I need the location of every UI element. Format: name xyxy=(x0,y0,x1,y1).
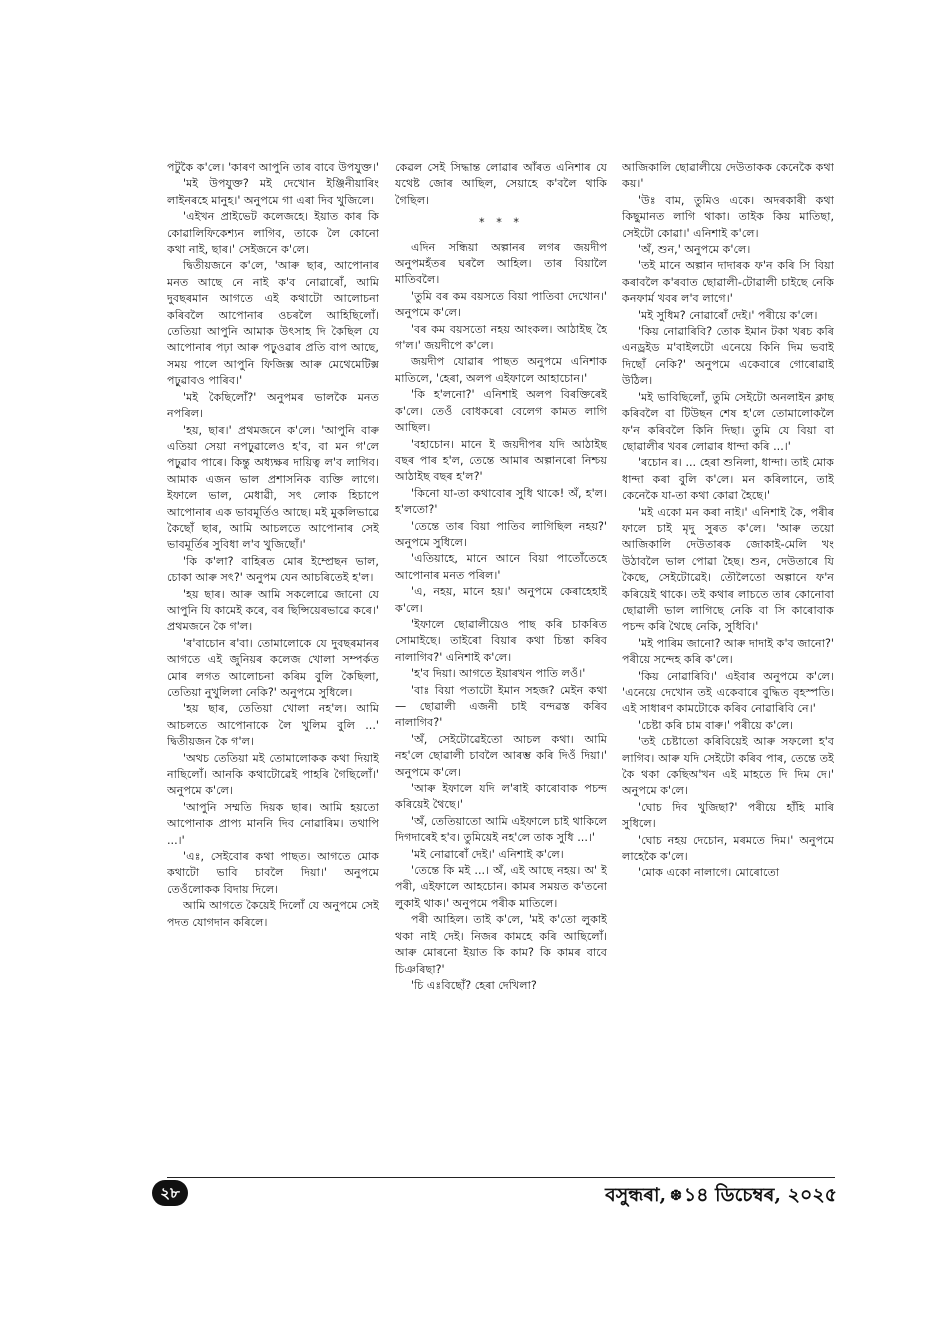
paragraph: 'মই পাৰিম জানো? আৰু দাদাই ক'ব জানো?' পৰীয়ে সন্দেহ কৰি ক'লে। xyxy=(622,636,834,667)
paragraph: 'মই ভাবিছিলোঁ, তুমি সেইটো অনলাইন ক্লাছ কৰিবলৈ বা টিউছন শেষ হ'লে তোমালোকলৈ ফ'ন কৰিবলৈ কিনি দিছা। তুমি যে বিয়া বা ছোৱালীৰ খবৰ লোৱাৰ ধান্দা কৰি ...।' xyxy=(622,390,834,453)
paragraph: জয়দীপ যোৱাৰ পাছত অনুপমে এনিশাক মাতিলে, 'হেৰা, অলপ এইফালে আহাচোন।' xyxy=(395,355,607,385)
paragraph: 'মই উপযুক্ত? মই দেখোন ইঞ্জিনীয়াৰিং লাইনৰহে মানুহ।' অনুপমে গা এৰা দিব খুজিলে। xyxy=(167,177,379,207)
paragraph: 'তেন্তে তাৰ বিয়া পাতিব লাগিছিল নহয়?' অনুপমে সুধিলে। xyxy=(395,519,607,549)
paragraph: 'ৰ'বাচোন ৰ'বা। তোমালোকে যে দুবছৰমানৰ আগতে এই জুনিয়ৰ কলেজ খোলা সম্পৰ্কত মোৰ লগত আলোচনা কৰিম বুলি কৈছিলা, তেতিয়া নুখুলিলা নেকি?' অনুপমে সুধিলে। xyxy=(167,636,379,699)
paragraph: 'তুমি বৰ কম বয়সতে বিয়া পাতিবা দেখোন।' অনুপমে ক'লে। xyxy=(395,289,607,320)
paragraph: 'এইখন প্ৰাইভেট কলেজহে। ইয়াত কাৰ কি কোৱালিফিকেশ্যন লাগিব, তাকে লৈ কোনো কথা নাই, ছাৰ।' সেইজনে ক'লে। xyxy=(167,210,379,257)
paragraph: কেৱল সেই সিদ্ধান্ত লোৱাৰ আঁৰত এনিশাৰ যে যথেষ্ট জোৰ আছিল, সেয়াহে ক'বলৈ থাকি গৈছিল। xyxy=(395,161,607,207)
paragraph: 'কি ক'লা? বাহিৰত মোৰ ইম্প্ৰেছন ভাল, চোকা আৰু সৎ?' অনুপম যেন আচৰিতেই হ'ল। xyxy=(167,554,379,585)
paragraph: 'কিয় নোৱাৰিবি? তোক ইমান টকা খৰচ কৰি এনড্ৰইড ম'বাইলটো এনেয়ে কিনি দিম ভবাই দিছোঁ নেকি?' অনুপমে একেবাৰে গোৰোৱাই উঠিল। xyxy=(622,325,834,388)
magazine-name: বসুন্ধৰা, xyxy=(605,1184,667,1206)
paragraph: 'তেন্তে কি মই ...। অঁ, এই আছে নহয়। অ' ই পৰী, এইফালে আহচোন। কামৰ সময়ত ক'তনো লুকাই থাক।' অনুপমে পৰীক মাতিলে। xyxy=(395,864,607,910)
paragraph: 'তই চেষ্টাতো কৰিবিয়েই আৰু সফলো হ'ব লাগিব। আৰু যদি সেইটো কৰিব পাৰ, তেন্তে তই কৈ থকা কেছিঅ'খন এই মাহতে দি দিম দে।' অনুপমে ক'লে। xyxy=(622,735,834,798)
paragraph: 'বাঃ বিয়া পতাটো ইমান সহজ? মেইন কথা— ছোৱালী এজনী চাই বন্দৱস্ত কৰিব নালাগিব?' xyxy=(395,683,607,730)
paragraph: 'চি এঃবিছোঁ? হেৰা দেখিলা? xyxy=(411,978,537,992)
paragraph: 'হয় ছাৰ, তেতিয়া খোলা নহ'ল। আমি আচলতে আপোনাকে লৈ খুলিম বুলি ...' দ্বিতীয়জন কৈ গ'ল। xyxy=(167,702,379,749)
paragraph: এদিন সন্ধিয়া অল্পানৰ লগৰ জয়দীপ অনুপমহঁতৰ ঘৰলৈ আহিল। তাৰ বিয়ালৈ মাতিবলৈ। xyxy=(395,240,607,287)
issue-date: ১৪ ডিচেম্বৰ, ২০২৫ xyxy=(683,1184,837,1206)
ornament-icon: ❆ xyxy=(670,1188,682,1204)
paragraph: 'উঃ বাম, তুমিও একে। অদৰকাৰী কথা কিছুমানত লাগি থাকা। তাইক কিয় মাতিছা, সেইটো কোৱা।' এনিশাই ক'লে। xyxy=(622,193,834,240)
text-column-2 xyxy=(395,160,607,1175)
paragraph: আজিকালি ছোৱালীয়ে দেউতাকক কেনেকৈ কথা কয়।' xyxy=(622,161,834,191)
paragraph: 'হয়, ছাৰ।' প্ৰথমজনে ক'লে। 'আপুনি বাৰু এতিয়া সেয়া নপঢ়ুৱালেও হ'ব, বা মন গ'লে পঢ়ুৱাব পাৰে। কিন্তু অধ্যক্ষৰ দায়িত্ব ল'ব লাগিব। আমাক এজন ভাল প্ৰশাসনিক ব্যক্তি লাগে। ইফালে ভাল, মেধাৱী, সৎ লোক হিচাপে আপোনাৰ এক ভাবমূৰ্তিও আছে। মই মুকলিভাৱে কৈছোঁ ছাৰ, আমি আচলতে আপোনাৰ সেই ভাবমূৰ্তিৰ সুবিধা ল'ব খুজিছোঁ।' xyxy=(167,423,379,552)
section-separator: * * * xyxy=(479,216,523,230)
paragraph: 'এতিয়াহে, মানে আনে বিয়া পাতোঁতেহে আপোনাৰ মনত পৰিল।' xyxy=(395,552,607,582)
paragraph: 'অঁ, সেইটোৱেইতো আচল কথা। আমি নহ'লে ছোৱালী চাবলৈ আৰম্ভ কৰি দিওঁ দিয়া।' অনুপমে ক'লে। xyxy=(395,732,607,779)
paragraph: 'ৰচোন ৰ। ... হেৰা শুনিলা, ধান্দা। তাই মোক ধান্দা কৰা বুলি ক'লে। মন কৰিলানে, তাই কেনেকৈ যা-তা কথা কোৱা হৈছে।' xyxy=(622,456,834,503)
paragraph: 'মোক একো নালাগে। মোৰোতো xyxy=(638,866,780,880)
paragraph: 'এঃ, সেইবোৰ কথা পাছত। আগতে মোক কথাটো ভাবি চাবলৈ দিয়া।' অনুপমে তেওঁলোকক বিদায় দিলে। xyxy=(167,850,379,896)
paragraph: দ্বিতীয়জনে ক'লে, 'আৰু ছাৰ, আপোনাৰ মনত আছে নে নাই ক'ব নোৱাৰোঁ, আমি দুবছৰমান আগতে এই কথাটো আলোচনা কৰিবলৈ আপোনাৰ ওচৰলৈ আহিছিলোঁ। তেতিয়া আপুনি আমাক উৎসাহ দি কৈছিল যে আপোনাৰ পঢ়া আৰু পঢ়ুওৱাৰ প্ৰতি বাপ আছে, সময় পালে আপুনি ফিজিক্স আৰু মেথেমেটিক্স পঢ়ুৱাবও পাৰিব।' xyxy=(167,259,379,388)
paragraph: 'চেষ্টা কৰি চাম বাৰু।' পৰীয়ে ক'লে। xyxy=(638,718,794,732)
paragraph: পটুকৈ ক'লে। 'কাৰণ আপুনি তাৰ বাবে উপযুক্ত।' xyxy=(167,161,379,174)
paragraph: 'আপুনি সম্মতি দিয়ক ছাৰ। আমি হয়তো আপোনাক প্ৰাপ্য মাননি দিব নোৱাৰিম। তথাপি ...।' xyxy=(167,800,379,847)
page-number: ২৮ xyxy=(152,1180,188,1206)
footer-issue-line xyxy=(605,1181,837,1213)
paragraph: 'বৰ কম বয়সতো নহয় আংকল। আঠাইছ হৈ গ'ল।' জয়দীপে ক'লে। xyxy=(395,322,607,353)
paragraph: পৰী আহিল। তাই ক'লে, 'মই ক'তো লুকাই থকা নাই দেই। নিজৰ কামহে কৰি আছিলোঁ। আৰু মোৰনো ইয়াত কি কাম? কি কামৰ বাবে চিঞৰিছা?' xyxy=(395,913,607,976)
paragraph: 'এ, নহয়, মানে হয়।' অনুপমে কেৰাহেহাই ক'লে। xyxy=(395,585,607,615)
paragraph: 'অথচ তেতিয়া মই তোমালোকক কথা দিয়াই নাছিলোঁ। আনকি কথাটোৱেই পাহৰি গৈছিলোঁ।' অনুপমে ক'লে। xyxy=(167,751,379,798)
paragraph: 'তই মানে অল্পান দাদাৰক ফ'ন কৰি সি বিয়া কৰাবলৈ ক'ৰবাত ছোৱালী-টোৱালী চাইছে নেকি কনফাৰ্ম খবৰ ল'ব লাগে।' xyxy=(622,259,834,306)
paragraph: 'বহাচোন। মানে ই জয়দীপৰ যদি আঠাইছ বছৰ পাৰ হ'ল, তেন্তে আমাৰ অল্পানৰো নিশ্চয় আঠাইছ বছৰ হ'ল?' xyxy=(395,437,607,484)
text-column-1 xyxy=(167,160,379,1175)
paragraph: 'কিয় নোৱাৰিবি।' এইবাৰ অনুপমে ক'লে। 'এনেয়ে দেখোন তই একেবাৰে বুদ্ধিত বৃহস্পতি। এই সাধাৰণ কামটোকে কৰিব নোৱাৰিবি নে।' xyxy=(622,669,834,716)
paragraph: 'মই একো মন কৰা নাই।' এনিশাই কৈ, পৰীৰ ফালে চাই মৃদু সুৰত ক'লে। 'আৰু তয়ো আজিকালি দেউতাৰক জোকাই-মেলি খং উঠাবলৈ ভাল পোৱা হৈছ। শুন, দেউতাৰে যি কৈছে, সেইটোৱেই। তৌলৈতো অল্পানে ফ'ন কৰিয়েই থাকে। তই কথাৰ লাচতে তাৰ কোনোবা ছোৱালী ভাল লাগিছে নেকি বা সি কাৰোবাক পচন্দ কৰি থৈছে নেকি, সুধিবি।' xyxy=(622,505,834,634)
text-column-3 xyxy=(622,160,834,1175)
paragraph: 'কি হ'লনো?' এনিশাই অলপ বিৰক্তিৰেই ক'লে। তেওঁ বোধকৰো বেলেগ কামত লাগি আছিল। xyxy=(395,388,607,435)
paragraph: 'মই সুধিম? নোৱাৰোঁ দেই।' পৰীয়ে ক'লে। xyxy=(638,308,818,322)
paragraph: 'হয় ছাৰ। আৰু আমি সকলোৱে জানো যে আপুনি যি কামেই কৰে, বৰ ছিন্সিয়েৰভাৱে কৰে।' প্ৰথমজনে কৈ গ'ল। xyxy=(167,587,379,634)
paragraph: 'আৰু ইফালে যদি ল'ৰাই কাৰোবাক পচন্দ কৰিয়েই থৈছে।' xyxy=(395,782,607,812)
paragraph: 'ঘোচ নহয় দেচোন, মৰমতে দিম।' অনুপমে লাহেকৈ ক'লে। xyxy=(622,833,834,864)
paragraph: 'অঁ, শুন,' অনুপমে ক'লে। xyxy=(638,243,751,257)
paragraph: 'ইফালে ছোৱালীয়েও পাছ কৰি চাকৰিত সোমাইছে। তাইৰো বিয়াৰ কথা চিন্তা কৰিব নালাগিব?' এনিশাই ক'লে। xyxy=(395,617,607,664)
paragraph: 'মই নোৱাৰোঁ দেই।' এনিশাই ক'লে। xyxy=(411,847,564,861)
footer-rule xyxy=(167,1177,835,1178)
paragraph: 'কিনো যা-তা কথাবোৰ সুধি থাকে! অঁ, হ'ল। হ'লতো?' xyxy=(395,486,607,517)
paragraph: 'অঁ, তেতিয়াতো আমি এইফালে চাই থাকিলে দিগদাৰেই হ'ব। তুমিয়েই নহ'লে তাক সুধি ...।' xyxy=(395,814,607,845)
paragraph: 'মই কৈছিলোঁ?' অনুপমৰ ভালকৈ মনত নপৰিল। xyxy=(167,390,379,421)
paragraph: আমি আগতে কৈয়েই দিলোঁ যে অনুপমে সেই পদত যোগদান কৰিলে। xyxy=(167,899,379,929)
paragraph: 'হ'ব দিয়া। আগতে ইয়াৰখন পাতি লওঁ।' xyxy=(411,667,586,681)
paragraph: 'ঘোচ দিব খুজিছা?' পৰীয়ে হাঁহি মাৰি সুধিলে। xyxy=(622,800,834,831)
